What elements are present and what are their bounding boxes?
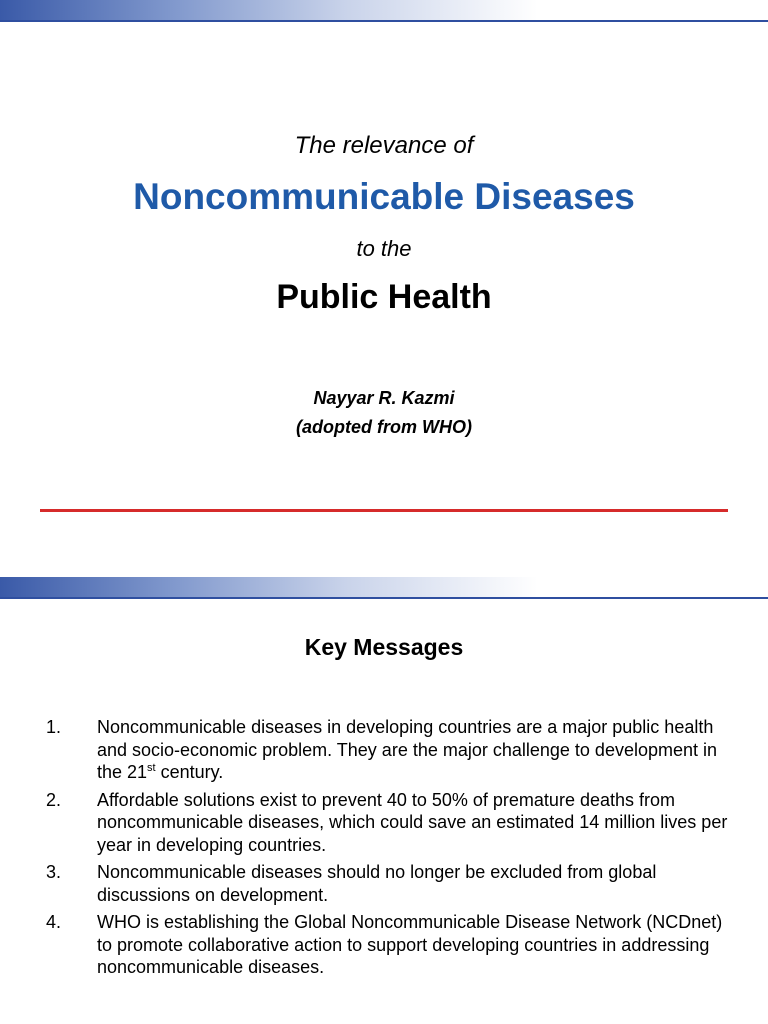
list-item	[0, 911, 768, 979]
subject-title: Public Health	[276, 278, 492, 316]
item-text: Noncommunicable diseases should no longer be excluded from global discussions on development.	[97, 862, 657, 905]
list-item	[0, 716, 768, 784]
list-item	[0, 789, 768, 857]
list-item	[0, 861, 768, 906]
top-band-line	[0, 20, 768, 22]
item-number: 1.	[46, 717, 62, 737]
item-number: 3.	[46, 862, 62, 882]
main-title: Noncommunicable Diseases	[133, 176, 635, 217]
item-text: Noncommunicable diseases in developing countries are a major public health and socio-economic problem. They are the major challenge to development in the 21st century.	[97, 717, 718, 782]
red-divider	[40, 509, 728, 512]
item-number: 2.	[46, 789, 62, 810]
item-number: 4.	[46, 912, 62, 932]
key-messages-title: Key Messages	[304, 634, 464, 660]
connector-text: to the	[356, 236, 412, 261]
author-name: Nayyar R. Kazmi	[313, 388, 455, 408]
source-note: (adopted from WHO)	[296, 417, 472, 437]
item-text: WHO is establishing the Global Noncommunicable Disease Network (NCDnet) to promote collaborative action to support developing countries in addressing noncommunicable diseases.	[97, 912, 723, 977]
top-gradient-band	[0, 0, 768, 20]
superscript-st: st	[147, 762, 156, 774]
second-band-line	[0, 597, 768, 599]
item-text: Affordable solutions exist to prevent 40 to 50% of premature deaths from noncommunicable diseases, which could save an estimated 14 million lives per year in developing countries.	[97, 789, 728, 855]
second-gradient-band	[0, 577, 768, 597]
intro-text: The relevance of	[294, 132, 474, 159]
key-messages-list	[0, 716, 768, 984]
